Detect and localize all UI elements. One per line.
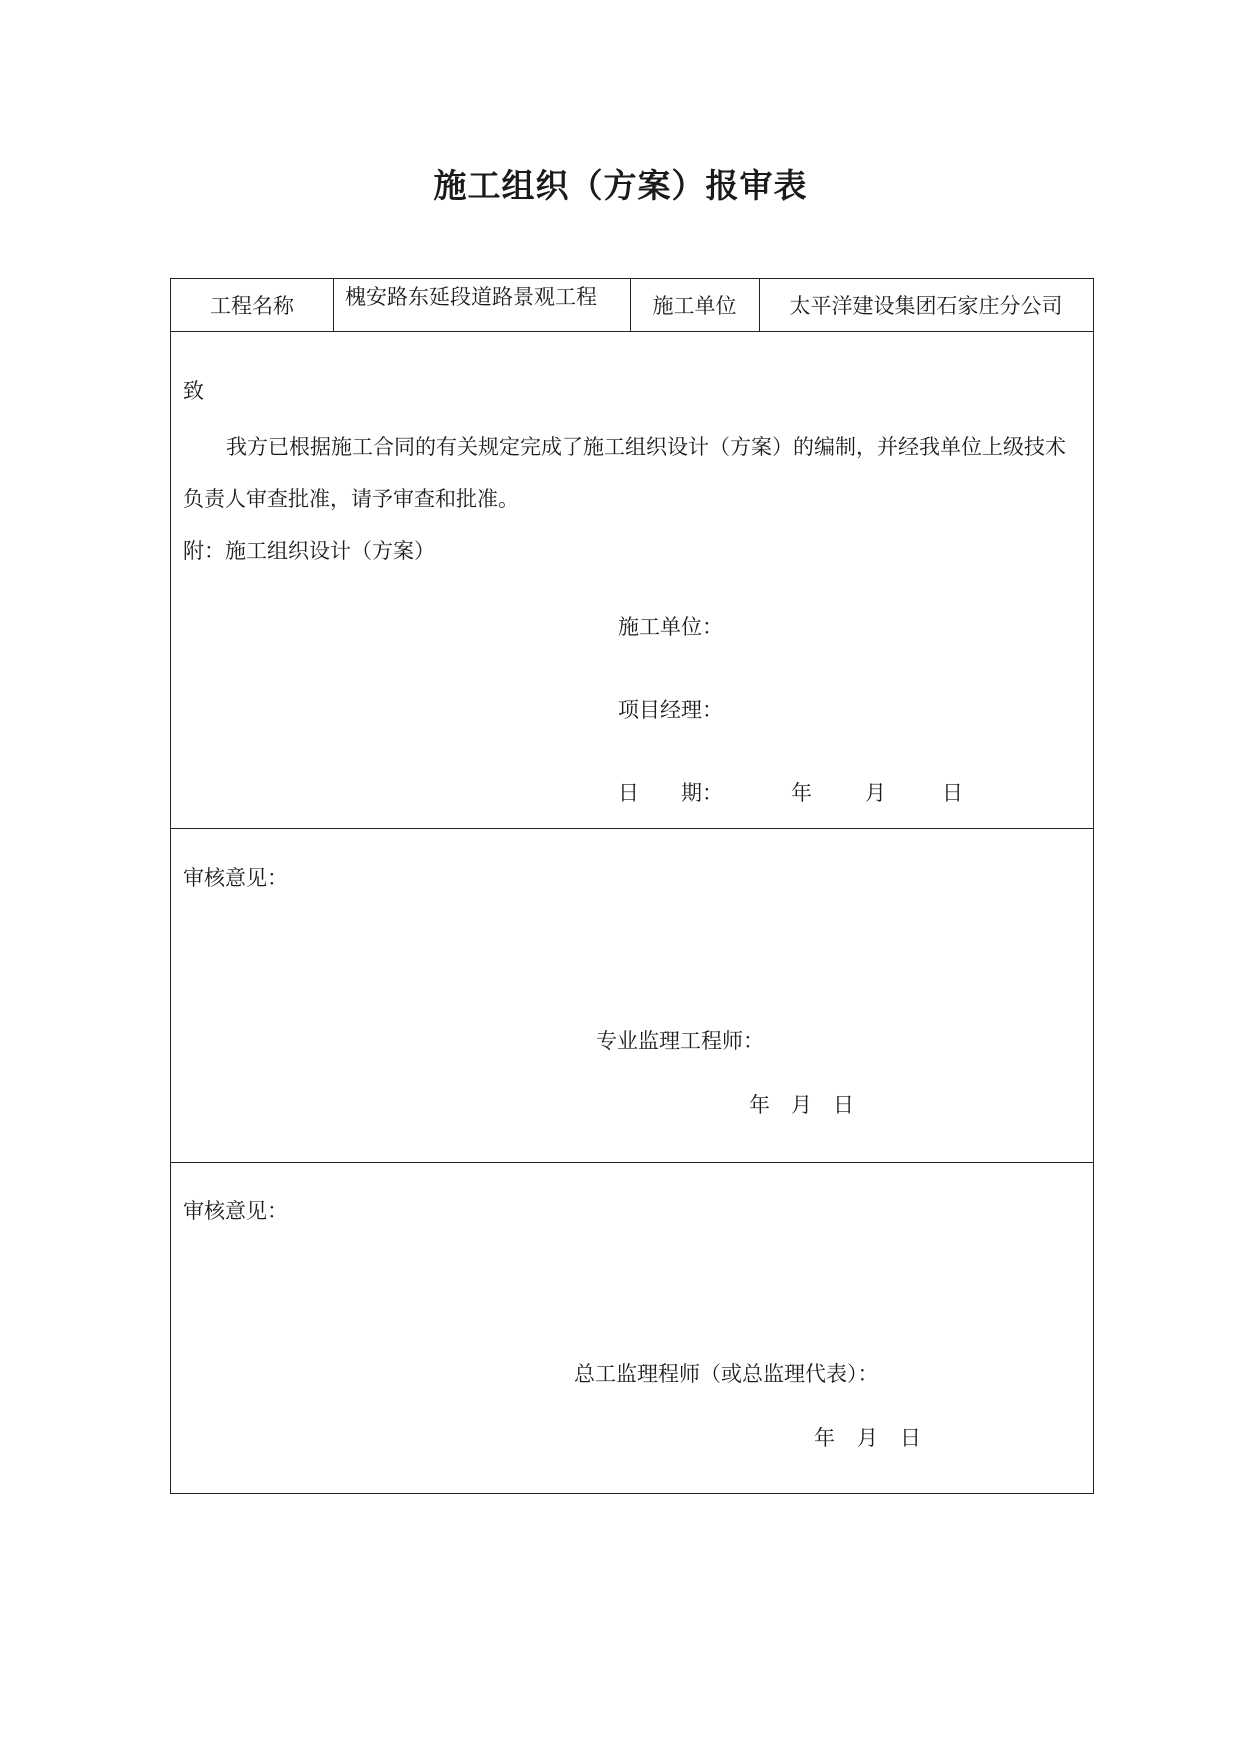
form-title: 施工组织（方案）报审表 (433, 166, 808, 205)
specialist-opinion-label: 审核意见： (183, 866, 288, 890)
specialist-month: 月 (791, 1093, 812, 1117)
date-label: 日 期： (618, 781, 723, 805)
project-name-label: 工程名称 (210, 294, 294, 318)
chief-signer-label: 总工监理程师（或总监理代表）： (574, 1362, 879, 1386)
contractor-sign-label: 施工单位： (618, 615, 723, 639)
contractor-label: 施工单位 (652, 294, 737, 318)
project-name-value: 槐安路东延段道路景观工程 (345, 285, 597, 309)
chief-day: 日 (900, 1426, 921, 1450)
row-divider (171, 331, 1093, 332)
specialist-year: 年 (749, 1093, 770, 1117)
chief-month: 月 (857, 1426, 878, 1450)
contractor-value: 太平洋建设集团石家庄分公司 (789, 294, 1063, 318)
manager-sign-label: 项目经理： (618, 698, 723, 722)
date-month: 月 (865, 781, 886, 805)
date-day: 日 (942, 781, 963, 805)
date-year: 年 (791, 781, 812, 805)
row-divider (171, 1162, 1093, 1163)
submission-body: 我方已根据施工合同的有关规定完成了施工组织设计（方案）的编制，并经我单位上级技术负责人审查批准，请予审查和批准。 (183, 435, 1066, 511)
attachment-note: 附：施工组织设计（方案） (183, 539, 435, 563)
chief-year: 年 (814, 1426, 835, 1450)
chief-opinion-label: 审核意见： (183, 1199, 288, 1223)
specialist-day: 日 (833, 1093, 854, 1117)
addressee-label: 致 (183, 379, 204, 403)
column-divider (333, 279, 334, 331)
review-form-table (170, 278, 1094, 1494)
row-divider (171, 828, 1093, 829)
specialist-signer-label: 专业监理工程师： (596, 1029, 764, 1053)
